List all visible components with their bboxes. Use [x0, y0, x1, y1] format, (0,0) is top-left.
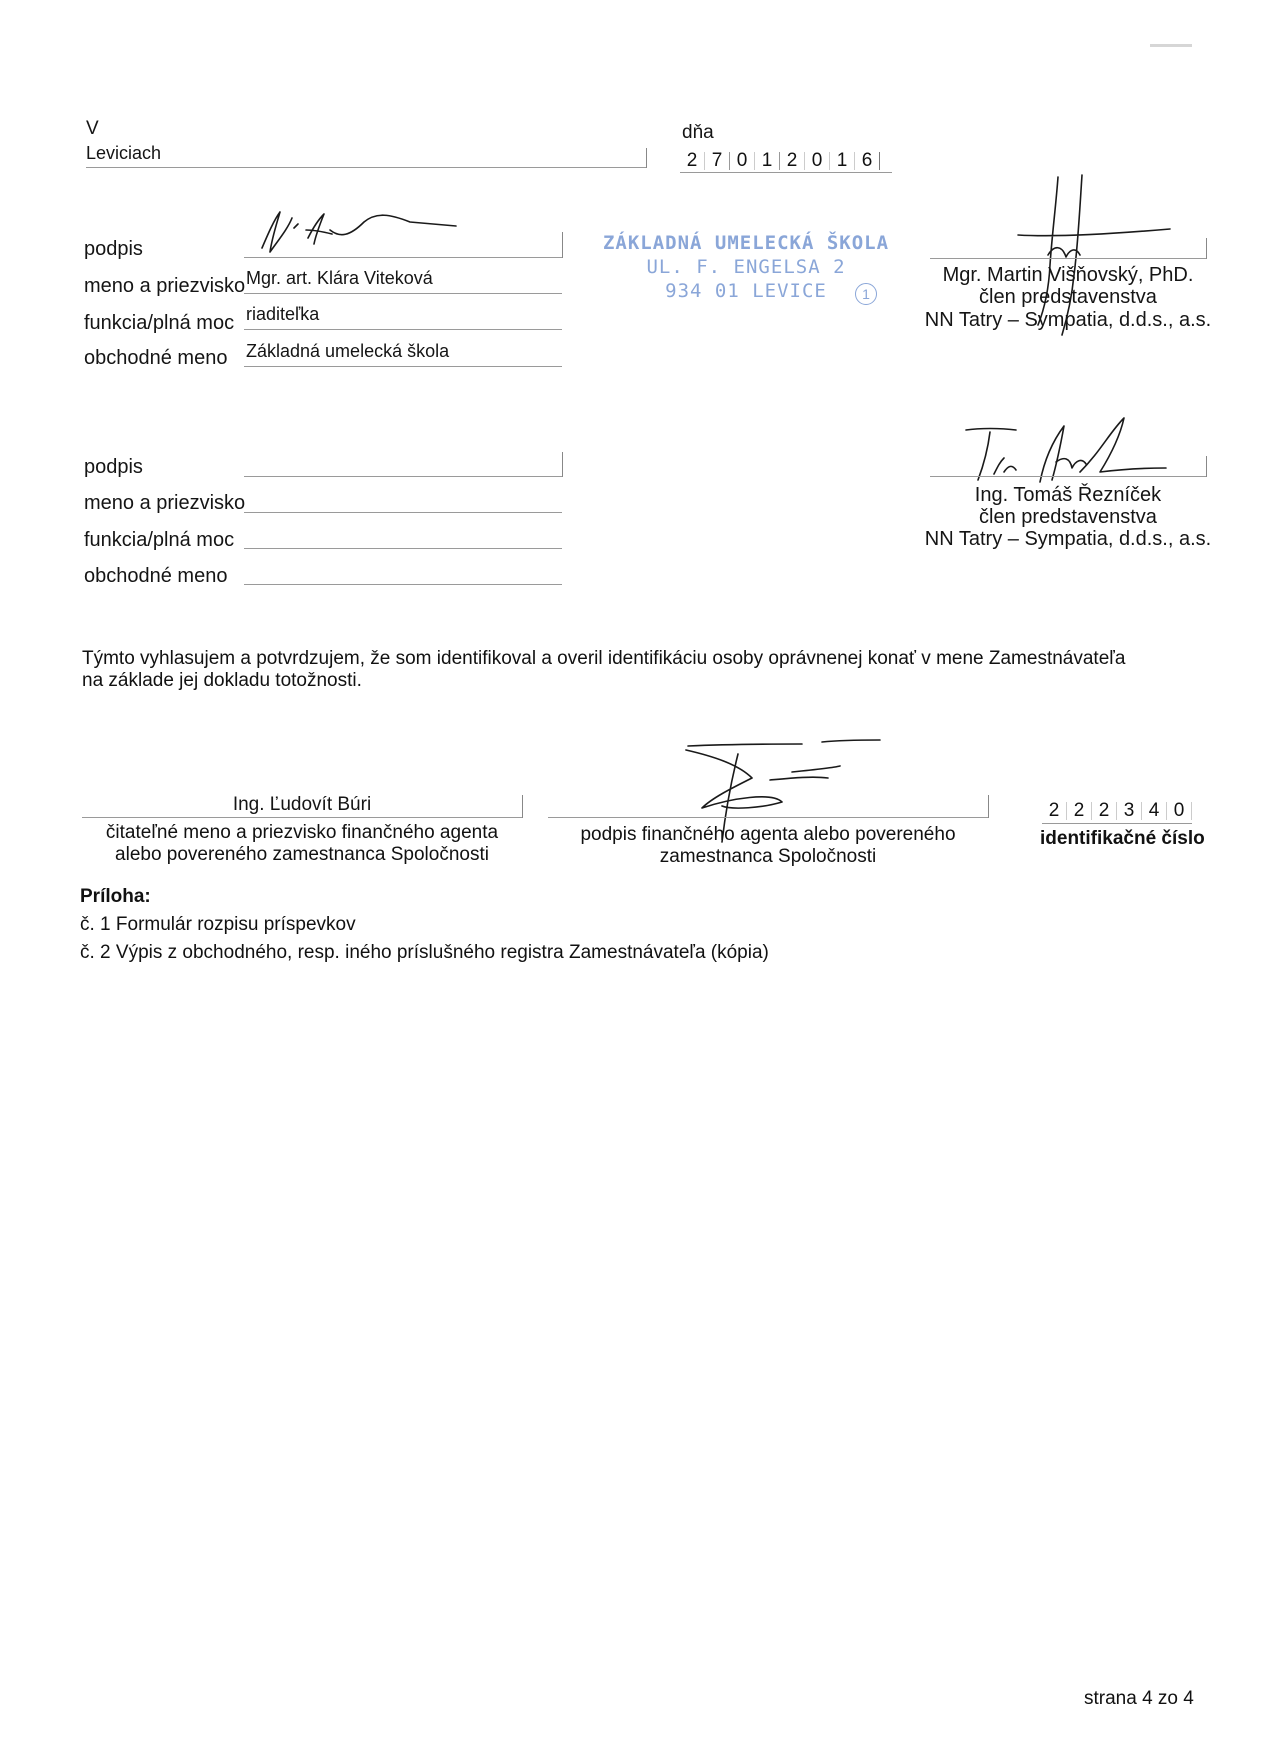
funkcia-label-1: funkcia/plná moc	[84, 312, 235, 334]
stamp-number-mark	[855, 283, 877, 305]
obchodne-line-2	[244, 584, 562, 585]
podpis-line-2-end	[562, 452, 563, 477]
agent-name-line	[82, 817, 522, 818]
funkcia-line-2	[244, 548, 562, 549]
date-line	[680, 172, 892, 173]
podpis-line-2	[244, 476, 562, 477]
obchodne-label-2: obchodné meno	[84, 565, 228, 587]
stamp-number: 1	[862, 286, 870, 302]
funkcia-value-1: riaditeľka	[246, 304, 320, 324]
agent-id-digit: 2	[1067, 802, 1092, 820]
page-number: strana 4 zo 4	[1084, 1688, 1194, 1709]
declaration-line-2: na základe jej dokladu totožnosti.	[82, 670, 362, 691]
company-rep-1-line-end	[1206, 238, 1207, 259]
company-rep-2-line	[930, 476, 1206, 477]
date-digit-boxes	[680, 152, 880, 170]
date-digit: 2	[780, 152, 805, 170]
place-value: Leviciach	[86, 143, 162, 163]
meno-label-2: meno a priezvisko	[84, 492, 246, 514]
company-rep-2-company: NN Tatry – Sympatia, d.d.s., a.s.	[924, 528, 1212, 550]
company-rep-1-role: člen predstavenstva	[979, 286, 1157, 308]
stamp-line-1: ZÁKLADNÁ UMELECKÁ ŠKOLA	[602, 232, 890, 254]
date-digit: 6	[855, 152, 880, 170]
agent-signature-caption-2: zamestnanca Spoločnosti	[659, 846, 877, 867]
podpis-line-1-end	[562, 232, 563, 258]
agent-id-digit: 4	[1142, 802, 1167, 820]
attachment-item-1: č. 1 Formulár rozpisu príspevkov	[80, 914, 356, 935]
place-label: V	[86, 118, 99, 139]
meno-value-1: Mgr. art. Klára Viteková	[246, 268, 433, 288]
place-line	[86, 167, 646, 168]
date-digit: 0	[805, 152, 830, 170]
employer-signature-1	[250, 200, 480, 270]
agent-id-digit: 2	[1042, 802, 1067, 820]
podpis-label-2: podpis	[84, 456, 143, 478]
date-digit: 1	[755, 152, 780, 170]
agent-id-digit-boxes	[1042, 802, 1192, 820]
agent-signature-line-end	[988, 795, 989, 818]
company-rep-2-name: Ing. Tomáš Řezníček	[974, 484, 1162, 506]
date-digit: 2	[680, 152, 705, 170]
meno-line-2	[244, 512, 562, 513]
date-digit: 1	[830, 152, 855, 170]
agent-name-caption-1: čitateľné meno a priezvisko finančného agenta	[105, 822, 499, 843]
scan-mark	[1150, 44, 1192, 47]
attachments-title: Príloha:	[80, 886, 151, 907]
agent-name-caption-2: alebo povereného zamestnanca Spoločnosti	[115, 844, 489, 865]
agent-signature-caption-1: podpis finančného agenta alebo povereného	[580, 824, 956, 845]
agent-id-caption: identifikačné číslo	[1040, 828, 1205, 849]
company-rep-1-line	[930, 258, 1206, 259]
company-signature-2	[960, 412, 1170, 492]
agent-name-line-end	[522, 795, 523, 818]
company-rep-1-company: NN Tatry – Sympatia, d.d.s., a.s.	[924, 309, 1212, 331]
funkcia-label-2: funkcia/plná moc	[84, 529, 235, 551]
agent-id-digit: 3	[1117, 802, 1142, 820]
agent-id-digit: 0	[1167, 802, 1192, 820]
agent-name-value: Ing. Ľudovít Búri	[232, 794, 372, 815]
agent-id-digit: 2	[1092, 802, 1117, 820]
company-rep-2-role: člen predstavenstva	[979, 506, 1157, 528]
stamp-line-3: 934 01 LEVICE	[665, 280, 827, 302]
funkcia-line-1	[244, 329, 562, 330]
obchodne-label-1: obchodné meno	[84, 347, 228, 369]
meno-label-1: meno a priezvisko	[84, 275, 246, 297]
podpis-label-1: podpis	[84, 238, 143, 260]
declaration-line-1: Týmto vyhlasujem a potvrdzujem, že som identifikoval a overil identifikáciu osoby oprávnenej konať v mene Zamestnávateľa	[82, 648, 1126, 669]
date-digit: 7	[705, 152, 730, 170]
agent-signature-line	[548, 817, 988, 818]
place-line-end	[646, 148, 647, 168]
obchodne-line-1	[244, 366, 562, 367]
school-stamp	[596, 232, 896, 302]
meno-line-1	[244, 293, 562, 294]
obchodne-value-1: Základná umelecká škola	[246, 341, 450, 361]
date-label: dňa	[682, 122, 714, 143]
date-digit: 0	[730, 152, 755, 170]
attachment-item-2: č. 2 Výpis z obchodného, resp. iného príslušného registra Zamestnávateľa (kópia)	[80, 942, 769, 963]
agent-id-line	[1042, 823, 1192, 824]
stamp-line-2: UL. F. ENGELSA 2	[646, 256, 846, 278]
company-rep-2-line-end	[1206, 456, 1207, 477]
company-rep-1-name: Mgr. Martin Višňovský, PhD.	[942, 264, 1194, 286]
declaration-text	[82, 648, 1212, 692]
